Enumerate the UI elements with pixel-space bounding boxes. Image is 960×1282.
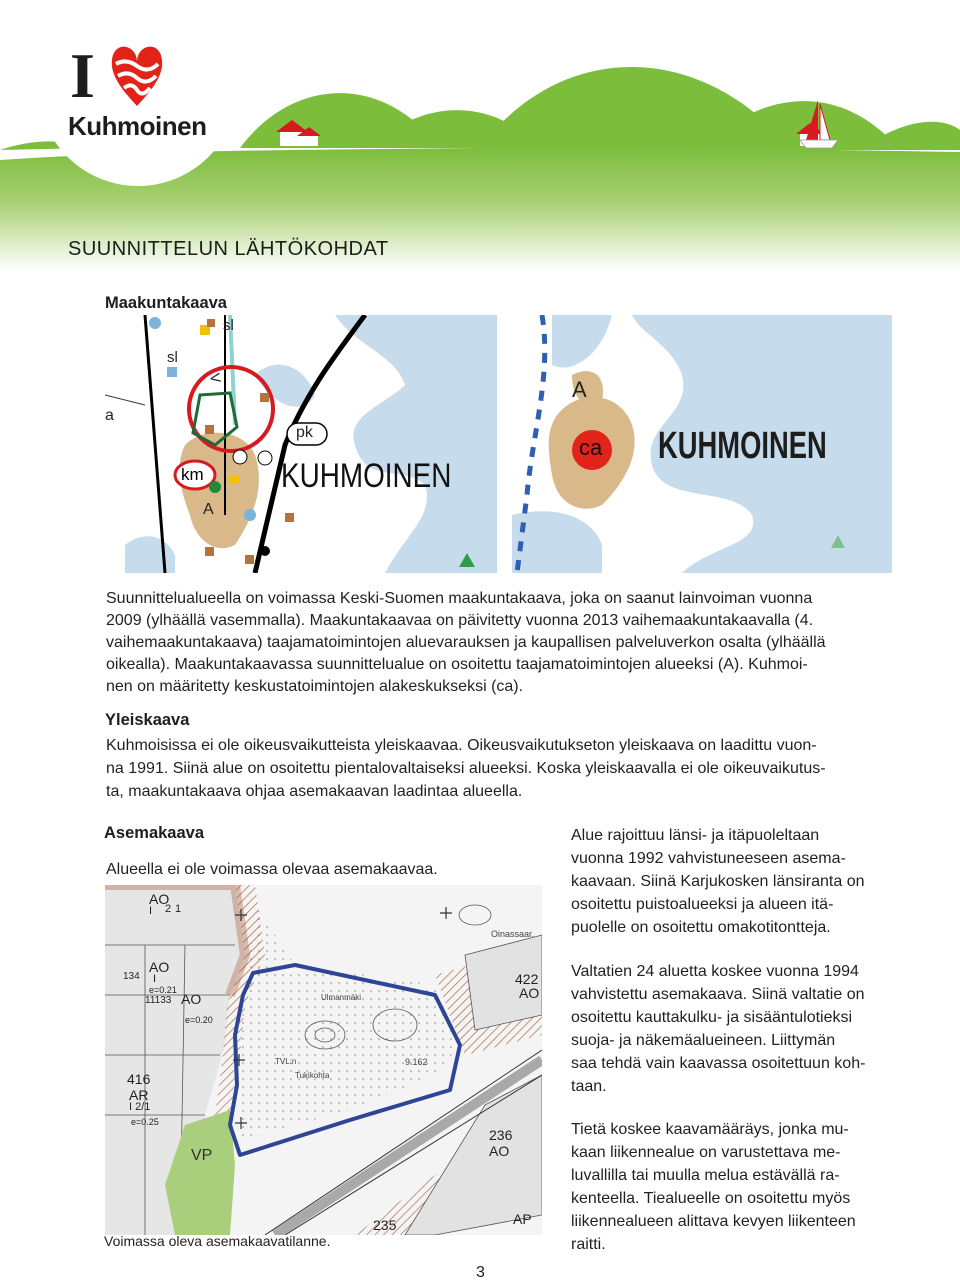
paragraph-line: vahvistettu asemakaava. Siinä valtatie on xyxy=(571,986,865,1003)
paragraph-line: Alue rajoittuu länsi- ja itäpuoleltaan xyxy=(571,827,820,844)
paragraph-line: na 1991. Siinä alue on osoitettu pientalovaltaiseksi alueeksi. Koska yleiskaavalla ei ole oikeuvaikutus- xyxy=(106,760,826,777)
logo-letter-i: I xyxy=(70,40,95,111)
plan-label-number: 134 xyxy=(123,971,140,982)
paragraph-line: ta, maakuntakaava ohjaa asemakaavan laadintaa alueella. xyxy=(106,783,523,800)
map-label-pk: pk xyxy=(296,424,313,441)
plan-label-height: 9.162 xyxy=(405,1057,428,1067)
regional-plan-map-2013 xyxy=(512,315,892,573)
paragraph-line: Kuhmoisissa ei ole oikeusvaikutteista yleiskaavaa. Oikeusvaikutukseton yleiskaava on laadittu vuon- xyxy=(106,737,817,754)
plan-label-efficiency: e=0.21 xyxy=(149,985,177,995)
plan-label-ar: AR xyxy=(129,1087,149,1103)
yleiskaava-paragraph xyxy=(106,734,906,804)
paragraph-line: puolelle on osoitettu omakotitontteja. xyxy=(571,919,831,936)
map-label-kuhmoinen: KUHMOINEN xyxy=(658,425,827,467)
paragraph-line: kaavaan. Siinä Karjukosken länsiranta on xyxy=(571,873,865,890)
map-caption: Voimassa oleva asemakaavatilanne. xyxy=(104,1233,331,1249)
plan-label-place: Tukikohta xyxy=(295,1071,330,1080)
paragraph-line: taan. xyxy=(571,1078,607,1095)
plan-label-place: Oinassaar. xyxy=(491,929,535,939)
logo-name: Kuhmoinen xyxy=(68,111,207,141)
map-label-a: A xyxy=(572,377,587,402)
plan-label-number: 235 xyxy=(373,1217,397,1233)
paragraph-line: 2009 (ylhäällä vasemmalla). Maakuntakaavaa on päivitetty vuonna 2013 vaihemaakuntakaavalla (4. xyxy=(106,612,814,629)
paragraph-line: raitti. xyxy=(571,1236,606,1253)
map-label-v: V xyxy=(206,372,225,384)
map-label-ca: ca xyxy=(579,435,603,460)
paragraph-line: osoitettu puistoalueeksi ja alueen itä- xyxy=(571,896,834,913)
paragraph-line: Valtatien 24 aluetta koskee vuonna 1994 xyxy=(571,963,859,980)
map-label-a-edge: a xyxy=(105,407,114,424)
plan-label-ao: AO xyxy=(519,985,540,1001)
plan-label-ao: AO xyxy=(489,1143,510,1159)
plan-label-number: 1 xyxy=(175,903,182,915)
page-number: 3 xyxy=(476,1264,485,1281)
plan-label-place: Ulmanmäki xyxy=(321,993,362,1002)
paragraph-line: vuonna 1992 vahvistuneeseen asema- xyxy=(571,850,846,867)
map-label-sl: sl xyxy=(167,349,178,366)
plan-label-place: TVL:n xyxy=(275,1057,297,1066)
plan-label-number: 11133 xyxy=(145,995,172,1006)
asemakaava-right-column xyxy=(571,824,901,1254)
plan-label-number: 416 xyxy=(127,1071,151,1087)
paragraph-line: nen on määritetty keskustatoimintojen alakeskukseksi (ca). xyxy=(106,678,524,695)
asemakaava-intro: Alueella ei ole voimassa olevaa asemakaavaa. xyxy=(106,861,438,878)
paragraph-line: Suunnittelualueella on voimassa Keski-Suomen maakuntakaava, joka on saanut lainvoiman vuonna xyxy=(106,590,813,607)
paragraph-line: kenteella. Tiealueelle on osoitettu myös xyxy=(571,1190,851,1207)
asemakaava-heading: Asemakaava xyxy=(104,824,204,842)
plan-label-vp: VP xyxy=(191,1147,213,1164)
detailed-plan-map xyxy=(105,885,542,1235)
plan-label-ao: AO xyxy=(149,891,170,907)
paragraph-line: vaihemaakuntakaava) taajamatoimintojen aluevarauksen ja kaupallisen palveluverkon osalta (ylhäällä xyxy=(106,634,826,651)
paragraph-line: luvallilla tai muulla melua estävällä ra- xyxy=(571,1167,840,1184)
regional-plan-map-2009 xyxy=(105,315,497,573)
yleiskaava-heading: Yleiskaava xyxy=(105,711,190,729)
plan-label-ao: AO xyxy=(149,959,170,975)
plan-label-efficiency: e=0.20 xyxy=(185,1015,213,1025)
map-label-a: A xyxy=(203,501,214,518)
plan-label-efficiency: e=0.25 xyxy=(131,1117,159,1127)
paragraph-line: liikennealueen alittava kevyen liikenteen xyxy=(571,1213,856,1230)
maakuntakaava-heading: Maakuntakaava xyxy=(105,294,227,312)
map-label-kuhmoinen: KUHMOINEN xyxy=(281,457,452,495)
plan-label-ap: AP xyxy=(513,1211,532,1227)
paragraph-line: oikealla). Maakuntakaavassa suunnittelualue on osoitettu taajamatoimintojen alueeksi (A). Kuhmoi- xyxy=(106,656,808,673)
paragraph-line: Tietä koskee kaavamääräys, jonka mu- xyxy=(571,1121,849,1138)
paragraph-line: kaan liikennealue on varustettava me- xyxy=(571,1144,841,1161)
map-label-sl: sl xyxy=(223,317,234,334)
plan-label-ao: AO xyxy=(181,991,202,1007)
plan-label-storeys: I 2/1 xyxy=(129,1101,151,1113)
maakuntakaava-paragraph xyxy=(106,587,906,702)
section-title: SUUNNITTELUN LÄHTÖKOHDAT xyxy=(68,238,389,260)
plan-label-number: 2 xyxy=(165,903,172,915)
map-label-km: km xyxy=(181,465,204,484)
paragraph-line: osoitettu kauttakulku- ja sisääntulotieksi xyxy=(571,1009,853,1026)
plan-label-number: I xyxy=(153,973,157,985)
paragraph-line: suoja- ja näkemäalueineen. Liittymän xyxy=(571,1032,836,1049)
paragraph-line: saa tehdä vain kaavassa osoitettuun koh- xyxy=(571,1055,866,1072)
plan-label-number: 422 xyxy=(515,971,539,987)
plan-label-number: 236 xyxy=(489,1127,513,1143)
plan-label-number: I xyxy=(149,905,153,917)
